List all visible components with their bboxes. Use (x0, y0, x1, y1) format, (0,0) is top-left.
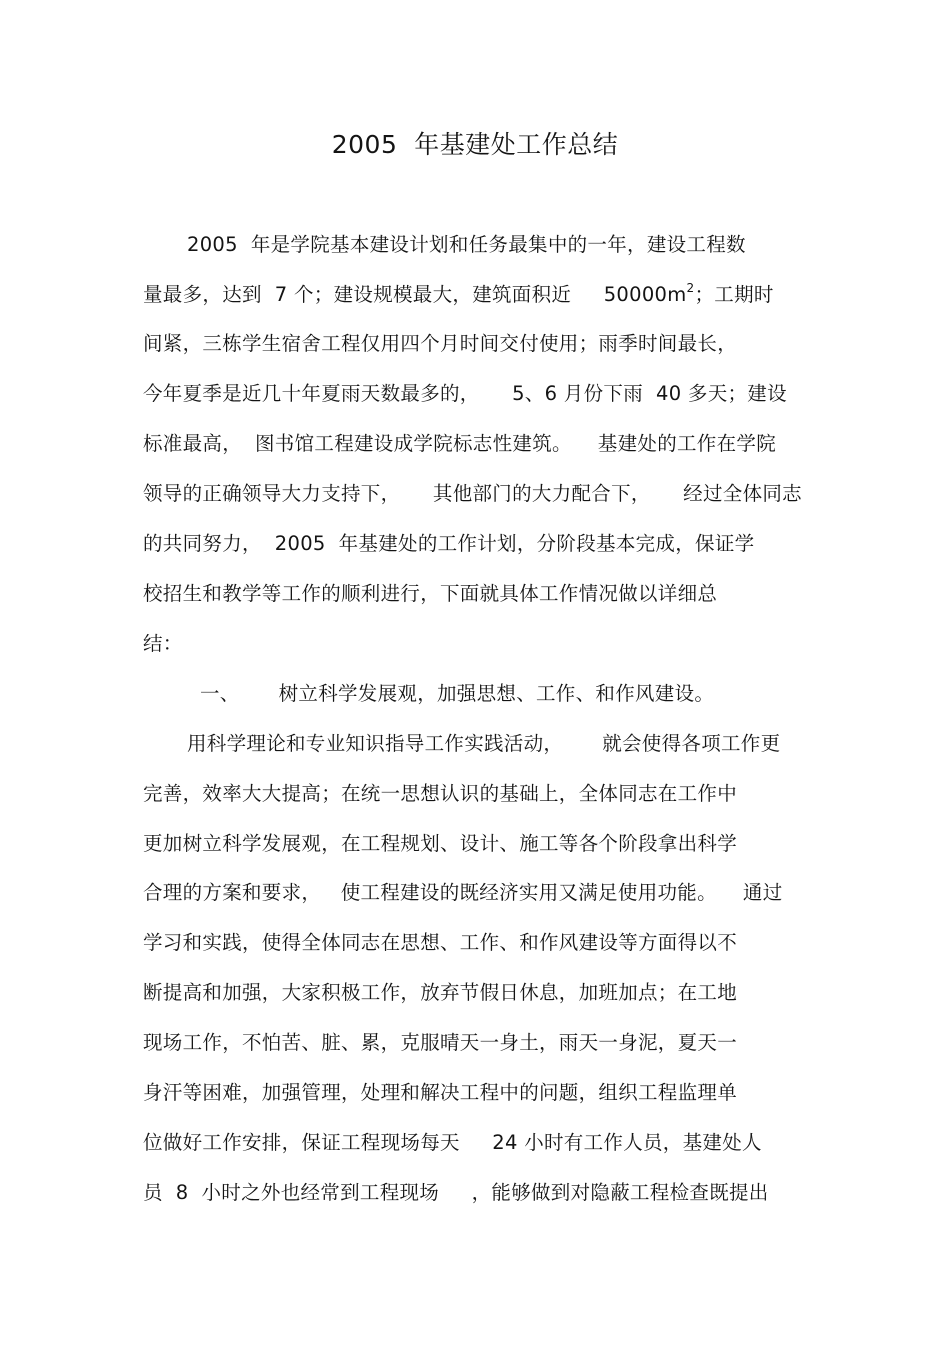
paragraph-2-line-1: 用科学理论和专业知识指导工作实践活动， 就会使得各项工作更 (187, 732, 781, 755)
paragraph-1-line-9: 结： (143, 632, 183, 655)
text-segment: 量最多，达到 7 个；建设规模最大，建筑面积近 50000m (143, 283, 687, 306)
paragraph-2-line-5: 学习和实践，使得全体同志在思想、工作、和作风建设等方面得以不 (143, 931, 738, 954)
paragraph-2-line-9: 位做好工作安排，保证工程现场每天 24 小时有工作人员，基建处人 (143, 1131, 762, 1154)
paragraph-2-line-6: 断提高和加强，大家积极工作，放弃节假日休息，加班加点；在工地 (143, 981, 738, 1004)
paragraph-1-line-3: 间紧，三栋学生宿舍工程仅用四个月时间交付使用；雨季时间最长， (143, 332, 738, 355)
section-heading-1: 一、 树立科学发展观，加强思想、工作、和作风建设。 (200, 682, 715, 705)
paragraph-1-line-4: 今年夏季是近几十年夏雨天数最多的， 5、6 月份下雨 40 多天；建设 (143, 382, 787, 405)
document-title: 2005 年基建处工作总结 (331, 130, 619, 159)
paragraph-1-line-8: 校招生和教学等工作的顺利进行，下面就具体工作情况做以详细总 (143, 582, 718, 605)
paragraph-2-line-4: 合理的方案和要求， 使工程建设的既经济实用又满足使用功能。 通过 (143, 881, 783, 904)
superscript-2: 2 (686, 281, 695, 295)
paragraph-1-line-5: 标准最高， 图书馆工程建设成学院标志性建筑。 基建处的工作在学院 (143, 432, 776, 455)
paragraph-1-line-6: 领导的正确领导大力支持下， 其他部门的大力配合下， 经过全体同志 (143, 482, 802, 505)
paragraph-1-line-1: 2005 年是学院基本建设计划和任务最集中的一年，建设工程数 (187, 233, 746, 256)
paragraph-2-line-2: 完善，效率大大提高；在统一思想认识的基础上，全体同志在工作中 (143, 782, 738, 805)
paragraph-1-line-2 (143, 281, 774, 309)
paragraph-2-line-10: 员 8 小时之外也经常到工程现场 ，能够做到对隐蔽工程检查既提出 (143, 1181, 769, 1204)
paragraph-2-line-3: 更加树立科学发展观，在工程规划、设计、施工等各个阶段拿出科学 (143, 832, 738, 855)
text-segment: ；工期时 (694, 283, 774, 306)
paragraph-1-line-7: 的共同努力， 2005 年基建处的工作计划，分阶段基本完成，保证学 (143, 532, 755, 555)
paragraph-2-line-8: 身汗等困难，加强管理，处理和解决工程中的问题，组织工程监理单 (143, 1081, 738, 1104)
paragraph-2-line-7: 现场工作，不怕苦、脏、累，克服晴天一身土，雨天一身泥，夏天一 (143, 1031, 738, 1054)
